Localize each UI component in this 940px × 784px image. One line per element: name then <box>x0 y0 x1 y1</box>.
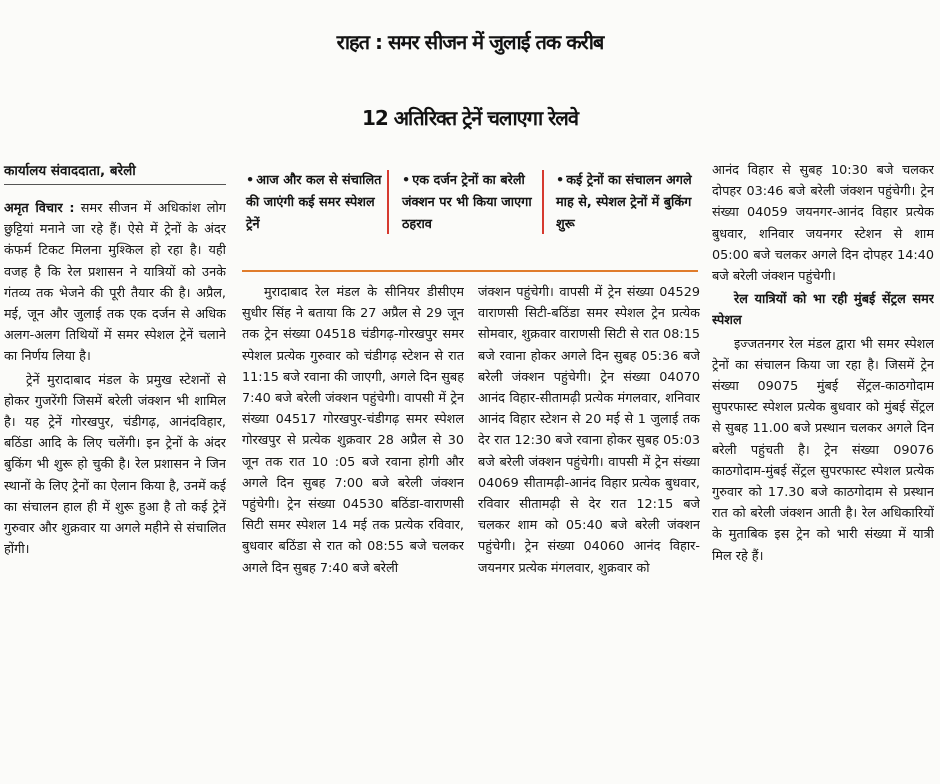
subheading: रेल यात्रियों को भा रही मुंबई सेंट्रल समर स्पेशल <box>712 292 934 329</box>
article-column-3 <box>478 282 700 784</box>
article-column-1 <box>4 198 226 784</box>
bullet-icon: • <box>402 173 411 188</box>
highlight-item: • एक दर्जन ट्रेनों का बरेली जंक्शन पर भी किया जाएगा ठहराव <box>402 173 532 232</box>
paragraph: जंक्शन पहुंचेगी। वापसी में ट्रेन संख्या 04529 वाराणसी सिटी-बठिंडा समर स्पेशल ट्रेन प्रत्येक सोमवार, शुक्रवार वाराणसी सिटी से रात 08:15 बजे रवाना होकर अगले दिन सुबह 05:36 बजे बरेली जंक्शन पहुंचेगी। ट्रेन संख्या 04070 आनंद विहार-सीतामढ़ी प्रत्येक मंगलवार, शनिवार आनंद विहार स्टेशन से 20 मई से 1 जुलाई तक देर रात 12:30 बजे रवाना होकर सुबह 05:03 बजे बरेली जंक्शन पहुंचेगी। वापसी में ट्रेन संख्या 04069 सीतामढ़ी-आनंद विहार प्रत्येक बुधवार, रविवार सीतामढ़ी से देर रात 12:15 बजे चलकर शाम को 05:40 बजे बरेली जंक्शन पहुंचेगी। ट्रेन संख्या 04060 आनंद विहार-जयनगर प्रत्येक मंगलवार, शुक्रवार को <box>478 285 700 576</box>
headline-line-2: 12 अतिरिक्त ट्रेनें चलाएगा रेलवे <box>361 106 578 130</box>
article-column-4 <box>712 160 934 784</box>
paragraph: इज्जतनगर रेल मंडल द्वारा भी समर स्पेशल ट्रेनों का संचालन किया जा रहा है। जिसमें ट्रेन संख्या 09075 मुंबई सेंट्रल-काठगोदाम सुपरफास्ट स्पेशल प्रत्येक बुधवार को मुंबई सेंट्रल से सुबह 11.00 बजे प्रस्थान चलकर अगले दिन बरेली पहुंचती है। ट्रेन संख्या 09076 काठगोदाम-मुंबई सेंट्रल सुपरफास्ट स्पेशल प्रत्येक गुरुवार को 17.30 बजे काठगोदाम से प्रस्थान रात को बरेली जंक्शन आती है। रेल अधिकारियों के मुताबिक इस ट्रेन को भारी संख्या में यात्री मिल रहे हैं। <box>712 336 934 564</box>
highlight-item: • कई ट्रेनों का संचालन अगले माह से, स्पेशल ट्रेनों में बुकिंग शुरू <box>556 173 692 232</box>
bullet-icon: • <box>246 173 255 188</box>
lead-text: समर सीजन में अधिकांश लोग छुट्टियां मनाने जा रहे हैं। ऐसे में ट्रेनों के अंदर कंफर्म टिकट मिलना मुश्किल हो रहा है। यही वजह है कि रेल प्रशासन ने यात्रियों को उनके गंतव्य तक भेजने की पूरी तैयार की है। अप्रैल, मई, जून और जुलाई तक एक दर्जन से अधिक अलग-अलग तिथियों में समर स्पेशल ट्रेनें चलाने का निर्णय लिया है। <box>4 201 226 365</box>
article-column-2 <box>242 282 464 784</box>
highlight-divider <box>542 170 544 234</box>
paragraph: आनंद विहार से सुबह 10:30 बजे चलकर दोपहर 03:46 बजे बरेली जंक्शन पहुंचेगी। ट्रेन संख्या 04059 जयनगर-आनंद विहार प्रत्येक बुधवार, शनिवार जयनगर स्टेशन से शाम 05:00 बजे चलकर अगले दिन दोपहर 14:40 बजे बरेली जंक्शन पहुंचेगी। <box>712 163 934 285</box>
dateline: अमृत विचार : <box>4 201 75 216</box>
paragraph: ट्रेनें मुरादाबाद मंडल के प्रमुख स्टेशनों से होकर गुजरेंगी जिसमें बरेली जंक्शन भी शामिल है। यह ट्रेनें गोरखपुर, चंडीगढ़, आनंदविहार, बठिंडा आदि के लिए चलेंगी। इन ट्रेनों के अंदर बुकिंग भी शुरू हो चुकी है। रेल प्रशासन ने जिन स्थानों के लिए ट्रेनों का ऐलान किया है, उनमें कई का संचालन हाल ही में शुरू हुआ है तो कई ट्रेनें गुरुवार और शुक्रवार या अगले महीने से संचालित होंगी। <box>4 372 226 558</box>
lead-paragraph <box>4 198 226 368</box>
paragraph: मुरादाबाद रेल मंडल के सीनियर डीसीएम सुधीर सिंह ने बताया कि 27 अप्रैल से 29 जून तक ट्रेन संख्या 04518 चंडीगढ़-गोरखपुर समर स्पेशल प्रत्येक गुरुवार को चंडीगढ़ स्टेशन से रात 11:15 बजे रवाना की जाएगी, अगले दिन सुबह 7:40 बजे बरेली जंक्शन पहुंचेगी। वापसी में ट्रेन संख्या 04517 गोरखपुर-चंडीगढ़ समर स्पेशल गोरखपुर से प्रत्येक शुक्रवार 28 अप्रैल से 30 जून तक रात 10 :05 बजे रवाना होगी और अगले दिन सुबह 7:00 बजे बरेली जंक्शन पहुंचेगी। ट्रेन संख्या 04530 बठिंडा-वाराणसी सिटी समर स्पेशल 14 मई तक प्रत्येक रविवार, बुधवार बठिंडा से रात को 08:55 बजे चलकर अगले दिन सुबह 7:40 बजे बरेली <box>242 285 464 576</box>
headline-line-1: राहत : समर सीजन में जुलाई तक करीब <box>336 30 604 54</box>
bullet-icon: • <box>556 173 565 188</box>
highlight-item: • आज और कल से संचालित की जाएंगी कई समर स्पेशल ट्रेनें <box>246 173 382 232</box>
highlights-box <box>242 166 698 272</box>
byline: कार्यालय संवाददाता, बरेली <box>4 158 226 185</box>
highlight-divider <box>387 170 389 234</box>
